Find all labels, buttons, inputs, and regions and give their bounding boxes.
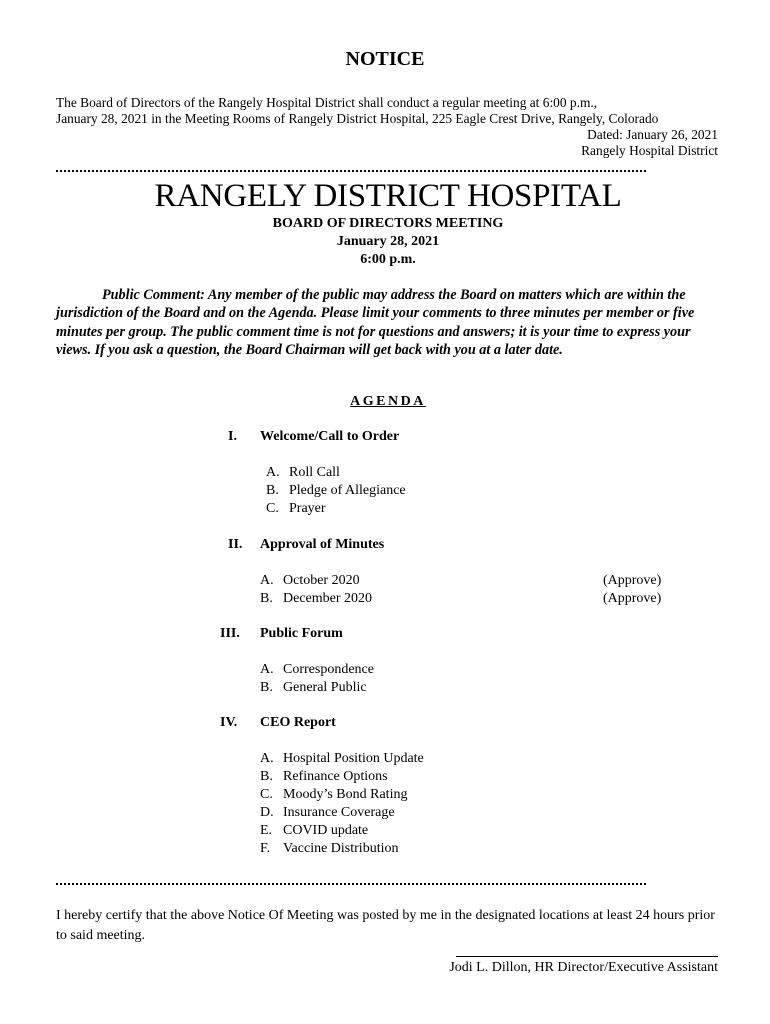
item-letter: F. — [260, 841, 271, 856]
item-text: Vaccine Distribution — [283, 841, 399, 856]
public-comment-paragraph — [56, 286, 716, 359]
item-letter: D. — [260, 805, 274, 820]
notice-district: Rangely Hospital District — [581, 143, 718, 158]
agenda-item — [260, 679, 367, 697]
signer-name: Jodi L. Dillon, HR Director/Executive Assistant — [449, 960, 718, 975]
agenda-item — [260, 840, 398, 858]
item-letter: B. — [260, 680, 273, 695]
item-text: Prayer — [289, 501, 326, 516]
notice-text-line-1: The Board of Directors of the Rangely Hospital District shall conduct a regular meeting at 6:00 p.m., — [56, 95, 598, 110]
agenda-item — [266, 464, 340, 482]
item-letter: A. — [260, 573, 274, 588]
item-text: Refinance Options — [283, 769, 388, 784]
notice-title: NOTICE — [345, 48, 425, 70]
hospital-name: RANGELY DISTRICT HOSPITAL — [154, 178, 622, 214]
agenda-item — [260, 822, 368, 840]
dotted-separator-top — [56, 170, 646, 172]
agenda-item — [260, 590, 372, 608]
meeting-date: January 28, 2021 — [336, 234, 440, 249]
public-comment-text: Public Comment: Any member of the public may address the Board on matters which are within the jurisdiction of the Board and on the Agenda. Please limit your comments to three minutes per member or five minutes per group. The public comment time is not for questions and answers; it is your time to express your views. If you ask a question, the Board Chairman will get back with you at a later date. — [56, 287, 695, 358]
section-number: I. — [228, 429, 237, 444]
item-letter: A. — [260, 662, 274, 677]
item-text: General Public — [283, 680, 367, 695]
notice-text-line-2: January 28, 2021 in the Meeting Rooms of Rangely District Hospital, 225 Eagle Crest Drive, Rangely, Colorado — [56, 111, 659, 126]
section-number: IV. — [220, 715, 238, 730]
agenda-item — [266, 500, 326, 518]
agenda-item — [260, 804, 395, 822]
section-title: Approval of Minutes — [260, 537, 385, 552]
signature-line — [456, 956, 718, 957]
item-text: October 2020 — [283, 573, 360, 588]
item-letter: B. — [260, 591, 273, 606]
item-status: (Approve) — [603, 573, 662, 588]
item-text: Correspondence — [283, 662, 374, 677]
item-letter: C. — [266, 501, 279, 516]
item-text: Insurance Coverage — [283, 805, 395, 820]
section-number: III. — [220, 626, 240, 641]
agenda-item — [260, 786, 407, 804]
item-letter: A. — [266, 465, 280, 480]
agenda-item — [260, 661, 374, 679]
item-letter: A. — [260, 751, 274, 766]
certification-text: I hereby certify that the above Notice Of Meeting was posted by me in the designated locations at least 24 hours prior to said meeting. — [56, 908, 715, 943]
item-status: (Approve) — [603, 591, 662, 606]
agenda-heading: AGENDA — [350, 394, 426, 409]
section-number: II. — [228, 537, 243, 552]
item-text: Moody’s Bond Rating — [283, 787, 408, 802]
agenda-item — [260, 572, 360, 590]
meeting-title: BOARD OF DIRECTORS MEETING — [272, 216, 504, 231]
agenda-item — [260, 768, 388, 786]
item-letter: B. — [260, 769, 273, 784]
agenda-item — [260, 750, 424, 768]
item-letter: B. — [266, 483, 279, 498]
notice-dated: Dated: January 26, 2021 — [587, 127, 718, 142]
item-text: Hospital Position Update — [283, 751, 424, 766]
section-title: Public Forum — [260, 626, 343, 641]
dotted-separator-bottom — [56, 883, 646, 885]
item-text: COVID update — [283, 823, 369, 838]
item-text: December 2020 — [283, 591, 373, 606]
agenda-item — [266, 482, 406, 500]
item-letter: C. — [260, 787, 273, 802]
section-title: CEO Report — [260, 715, 336, 730]
section-title: Welcome/Call to Order — [260, 429, 400, 444]
item-text: Pledge of Allegiance — [289, 483, 406, 498]
item-letter: E. — [260, 823, 273, 838]
item-text: Roll Call — [289, 465, 340, 480]
meeting-time: 6:00 p.m. — [360, 252, 416, 267]
